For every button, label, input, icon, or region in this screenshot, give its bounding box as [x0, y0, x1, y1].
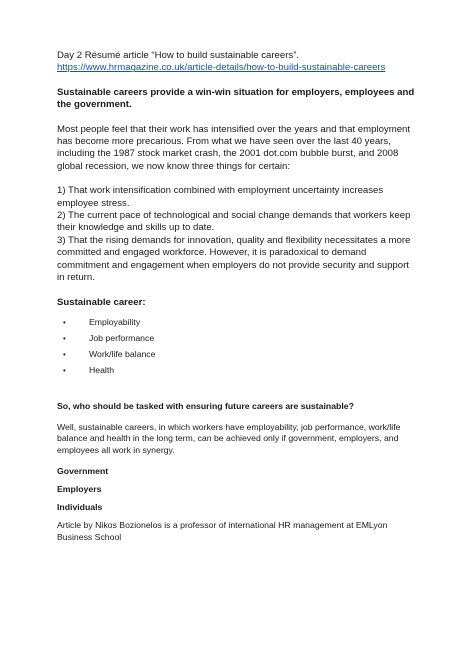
point-item: 2) The current pace of technological and social change demands that workers keep their knowledge and skills up to date. [57, 210, 411, 234]
bullet-icon: • [63, 333, 66, 343]
subhead-employers: Employers [57, 483, 102, 494]
answer-paragraph: Well, sustainable careers, in which workers have employability, job performance, work/life balance and health in the long term, can be achieved only if government, employers, and employees all work in synergy. [57, 422, 401, 455]
intro-paragraph: Most people feel that their work has intensified over the years and that employment has become more precarious. From what we have seen over the last 40 years, including the 1987 stock market crash, the 2001 dot.com bubble burst, and 2008 global recession, we now know three things for certain: [57, 123, 411, 172]
bullet-icon: • [63, 317, 66, 327]
list-item-label: Work/life balance [89, 348, 156, 359]
points-list [57, 185, 417, 284]
list-item [57, 317, 417, 333]
list-item [57, 365, 417, 381]
bullet-icon: • [63, 349, 66, 359]
list-item-label: Job performance [89, 332, 155, 343]
list-item-label: Health [89, 364, 115, 375]
article-link[interactable]: https://www.hrmagazine.co.uk/article-details/how-to-build-sustainable-careers [57, 62, 386, 74]
point-item: 1) That work intensification combined with employment uncertainty increases employee stress. [57, 185, 384, 209]
list-item [57, 349, 417, 365]
byline: Article by Nikos Bozionelos is a professor of international HR management at EMLyon Business School [57, 520, 388, 542]
title-line: Day 2 Résumé article “How to build sustainable careers”. [57, 50, 300, 61]
section-heading: Sustainable careers provide a win-win situation for employers, employees and the government. [57, 86, 415, 111]
sustainable-career-list [57, 317, 417, 381]
point-item: 3) That the rising demands for innovation, quality and flexibility necessitates a more committed and engaged workforce. However, it is paradoxical to demand commitment and engagement when employers do not provide security and support in return. [57, 234, 411, 284]
sustainable-career-heading: Sustainable career: [57, 296, 146, 308]
subhead-individuals: Individuals [57, 502, 103, 513]
list-item [57, 333, 417, 349]
subhead-government: Government [57, 465, 109, 476]
list-item-label: Employability [89, 316, 141, 327]
subheads [57, 466, 417, 514]
document-body [57, 50, 417, 543]
bullet-icon: • [63, 365, 66, 375]
question-heading: So, who should be tasked with ensuring future careers are sustainable? [57, 400, 354, 411]
